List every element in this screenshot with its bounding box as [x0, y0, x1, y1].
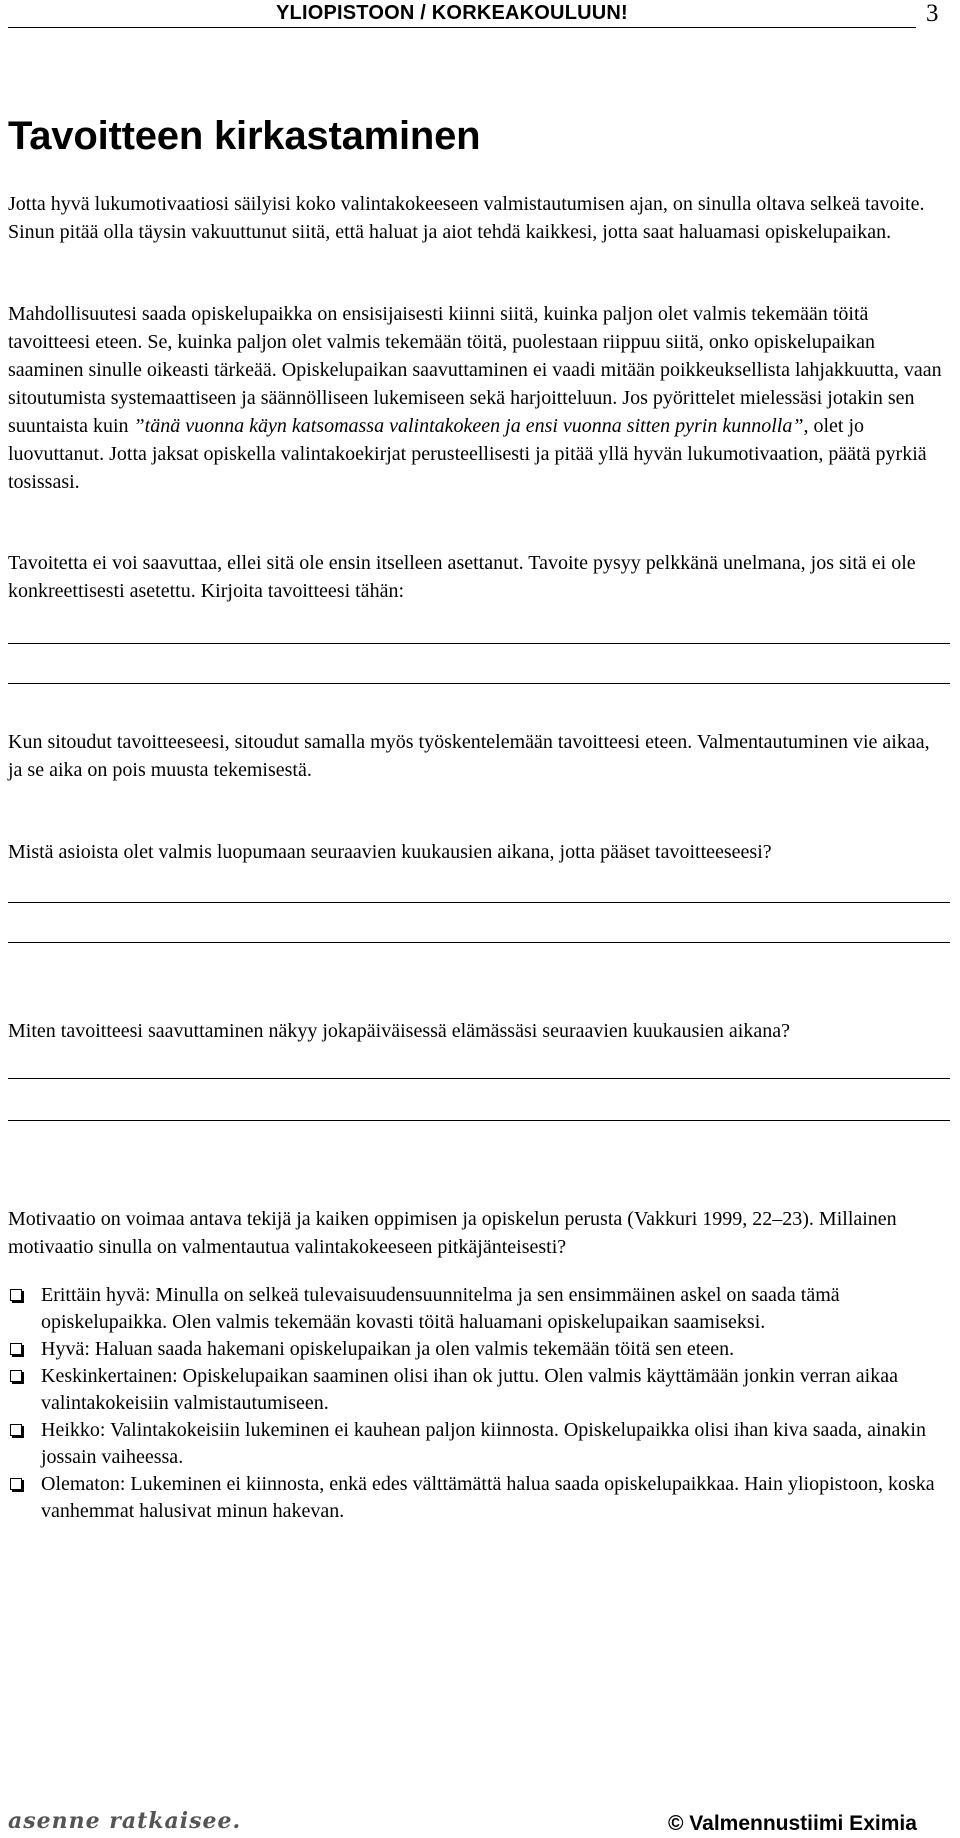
checkbox-icon[interactable] — [10, 1289, 22, 1301]
paragraph-text: Tavoitetta ei voi saavuttaa, ellei sitä ole ensin itselleen asettanut. Tavoite pysyy pelkkänä unelmana, jos sitä ei ole konkreettisesti asetettu. Kirjoita tavoitteesi tähän: — [8, 552, 916, 602]
section-title: Tavoitteen kirkastaminen — [8, 114, 481, 158]
paragraph-text: Jotta hyvä lukumotivaatiosi säilyisi koko valintakokeeseen valmistautumisen ajan, on sinulla oltava selkeä tavoite. Sinun pitää olla täysin vakuuttunut siitä, että haluat ja aiot tehdä kaikkesi, jotta saat haluamasi opiskelupaikan. — [8, 193, 925, 243]
paragraph-text: Kun sitoudut tavoitteeseesi, sitoudut samalla myös työskentelemään tavoitteesi eteen. Valmentautuminen vie aikaa, ja se aika on pois muusta tekemisestä. — [8, 731, 930, 781]
page-number: 3 — [926, 0, 939, 27]
question-daily-life — [8, 1017, 948, 1045]
daily-life-write-line-2[interactable] — [8, 1120, 950, 1121]
header-title: YLIOPISTOON / KORKEAKOULUUN! — [276, 2, 628, 24]
choice-label: Erittäin hyvä: Minulla on selkeä tulevaisuudensuunnitelma ja sen ensimmäinen askel on saada tämä opiskelupaikka. Olen valmis tekemään kovasti töitä haluamani opiskelupaikan saamiseksi. — [41, 1284, 840, 1333]
page-header — [8, 0, 950, 30]
paragraph-text: Motivaatio on voimaa antava tekijä ja kaiken oppimisen ja opiskelun perusta (Vakkuri 1999, 22–23). Millainen motivaatio sinulla on valmentautua valintakokeeseen pitkäjänteisesti? — [8, 1208, 897, 1258]
question-text: Mistä asioista olet valmis luopumaan seuraavien kuukausien aikana, jotta pääset tavoitteeseesi? — [8, 841, 772, 863]
motivation-choice-list — [8, 1282, 948, 1525]
choice-none[interactable] — [8, 1471, 948, 1525]
give-up-write-line-1[interactable] — [8, 902, 950, 903]
choice-good[interactable] — [8, 1336, 948, 1363]
paragraph-commitment — [8, 728, 948, 784]
paragraph-text-part: Mahdollisuutesi saada opiskelupaikka on ensisijaisesti kiinni siitä, kuinka paljon olet valmis tekemään töitä tavoitteesi eteen. Se, kuinka paljon olet valmis tekemään töitä, puolestaan riippuu siitä, onko opiskelupaikan saaminen sinulle oikeasti tärkeää. Opiskelupaikan saavuttaminen ei vaadi mitään poikkeuksellista lahjakkuutta, vaan sitoutumista systemaattiseen ja säännölliseen lukemiseen sekä harjoitteluun. Jos pyörittelet mielessäsi jotakin sen suuntaista kuin — [8, 303, 942, 437]
paragraph-text — [8, 300, 948, 496]
paragraph-motivation — [8, 300, 948, 496]
choice-weak[interactable] — [8, 1417, 948, 1471]
question-give-up — [8, 838, 948, 866]
footer-logo: asenne ratkaisee. — [8, 1808, 242, 1834]
choice-average[interactable] — [8, 1363, 948, 1417]
checkbox-icon[interactable] — [10, 1478, 22, 1490]
paragraph-write-goal — [8, 549, 948, 605]
paragraph-quote: ”tänä vuonna käyn katsomassa valintakokeen ja ensi vuonna sitten pyrin kunnolla” — [133, 415, 804, 437]
paragraph-text-part: , olet jo luovuttanut. Jotta jaksat opiskella valintakoekirjat perusteellisesti ja pitää yllä hyvän lukumotivaation, päätä pyrkiä tosissasi. — [8, 415, 927, 493]
choice-label: Heikko: Valintakokeisiin lukeminen ei kauhean paljon kiinnosta. Opiskelupaikka olisi ihan kiva saada, ainakin jossain vaiheessa. — [41, 1419, 926, 1468]
paragraph-goal-intro — [8, 190, 948, 246]
checkbox-icon[interactable] — [10, 1424, 22, 1436]
header-rule — [8, 27, 916, 28]
footer-copyright: © Valmennustiimi Eximia — [668, 1812, 917, 1835]
question-text: Miten tavoitteesi saavuttaminen näkyy jokapäiväisessä elämässäsi seuraavien kuukausien aikana? — [8, 1020, 790, 1042]
checkbox-icon[interactable] — [10, 1343, 22, 1355]
give-up-write-line-2[interactable] — [8, 942, 950, 943]
goal-write-line-1[interactable] — [8, 643, 950, 644]
choice-label: Hyvä: Haluan saada hakemani opiskelupaikan ja olen valmis tekemään töitä sen eteen. — [41, 1338, 735, 1360]
goal-write-line-2[interactable] — [8, 683, 950, 684]
choice-label: Keskinkertainen: Opiskelupaikan saaminen olisi ihan ok juttu. Olen valmis käyttämään jonkin verran aikaa valintakokeisiin valmistautumiseen. — [41, 1365, 898, 1414]
daily-life-write-line-1[interactable] — [8, 1078, 950, 1079]
paragraph-motivation-level — [8, 1205, 948, 1261]
choice-excellent[interactable] — [8, 1282, 948, 1336]
checkbox-icon[interactable] — [10, 1370, 22, 1382]
choice-label: Olematon: Lukeminen ei kiinnosta, enkä edes välttämättä halua saada opiskelupaikkaa. Hain yliopistoon, koska vanhemmat halusivat minun hakevan. — [41, 1473, 935, 1522]
